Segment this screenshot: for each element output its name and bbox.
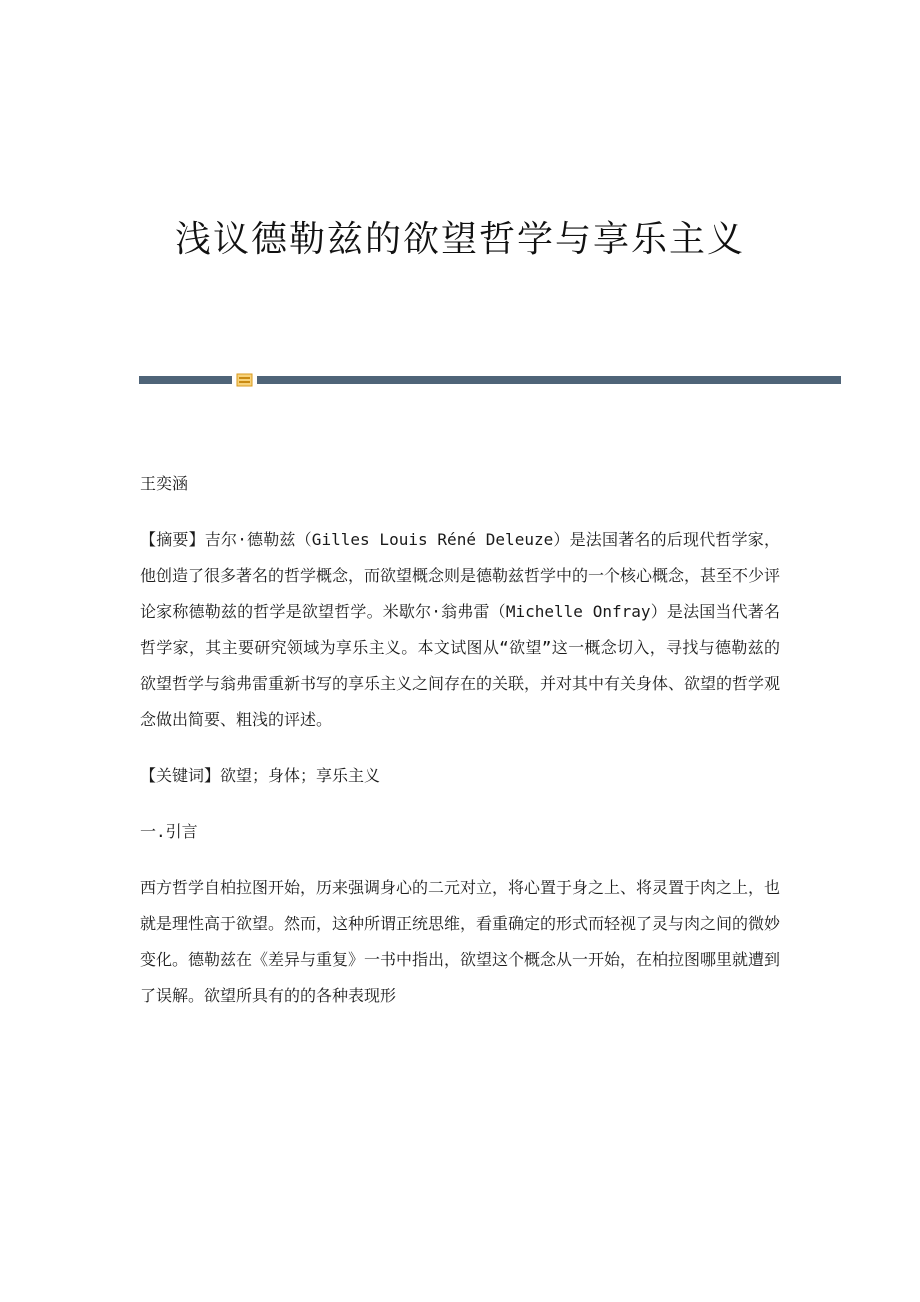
divider-bar-right: [257, 376, 841, 384]
abstract-paragraph: [140, 522, 780, 738]
section-heading: 一.引言: [140, 822, 198, 841]
document-title: 浅议德勒兹的欲望哲学与享乐主义: [174, 219, 745, 260]
author-name: 王奕涵: [140, 474, 189, 493]
document-body: [140, 466, 780, 1034]
title-divider: [139, 373, 841, 387]
divider-ornament-icon: [236, 373, 253, 387]
keywords-label: 【关键词】: [140, 766, 221, 785]
body-paragraph: 西方哲学自柏拉图开始，历来强调身心的二元对立，将心置于身之上、将灵置于肉之上，也就是理性高于欲望。然而，这种所谓正统思维，看重确定的形式而轻视了灵与肉之间的微妙变化。德勒兹在《差异与重复》一书中指出，欲望这个概念从一开始，在柏拉图哪里就遭到了误解。欲望所具有的的各种表现形: [140, 878, 781, 1005]
divider-bar-left: [139, 376, 232, 384]
keywords-text: 欲望；身体；享乐主义: [220, 766, 381, 785]
abstract-text: 吉尔·德勒兹（Gilles Louis Réné Deleuze）是法国著名的后现代哲学家，他创造了很多著名的哲学概念，而欲望概念则是德勒兹哲学中的一个核心概念，甚至不少评论家称德勒兹的哲学是欲望哲学。米歇尔·翁弗雷（Michelle Onfray）是法国当代著名哲学家，其主要研究领域为享乐主义。本文试图从“欲望”这一概念切入，寻找与德勒兹的欲望哲学与翁弗雷重新书写的享乐主义之间存在的关联，并对其中有关身体、欲望的哲学观念做出简要、粗浅的评述。: [140, 530, 781, 729]
keywords-paragraph: [140, 758, 780, 794]
abstract-label: 【摘要】: [140, 530, 205, 549]
